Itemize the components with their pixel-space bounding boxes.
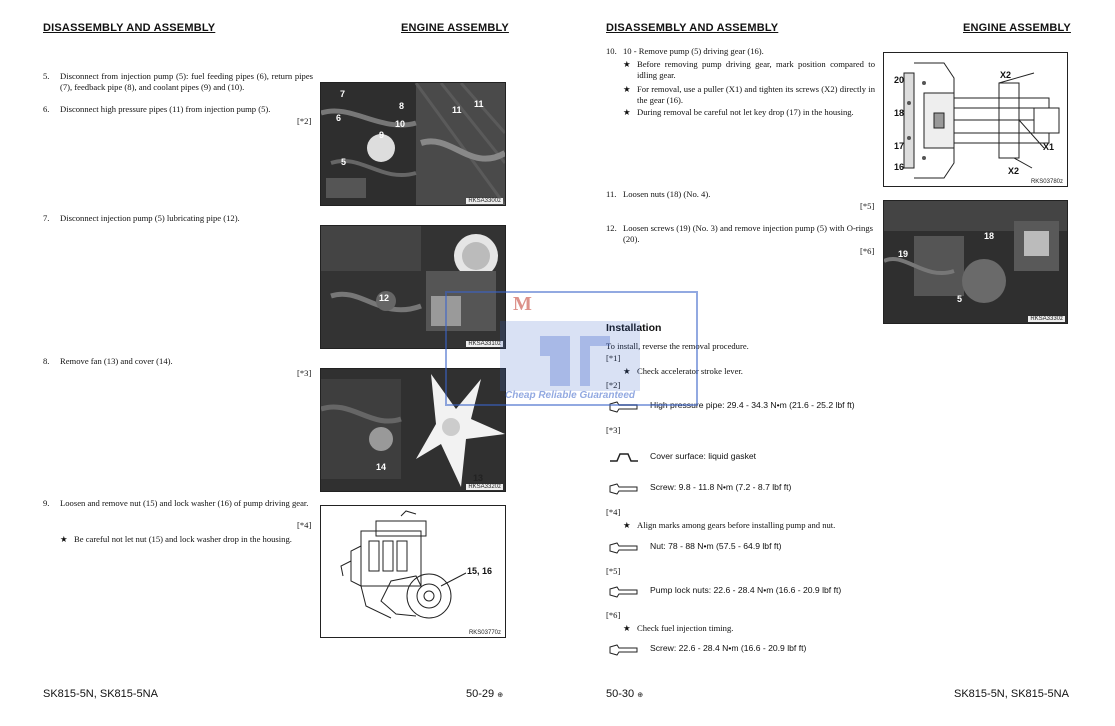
- step-number: 5.: [43, 71, 50, 81]
- callout: 19: [898, 249, 909, 259]
- callout: 10: [395, 119, 406, 129]
- right-footer-model: SK815-5N, SK815-5NA: [954, 688, 1069, 700]
- note-text: During removal be careful not let key drop (17) in the housing.: [637, 107, 854, 117]
- gasket-icon: [609, 450, 639, 464]
- photo-fuel-pipes: [320, 82, 506, 206]
- installation-intro: To install, reverse the removal procedure.: [606, 341, 749, 351]
- drawing-pump-nut: [320, 505, 506, 638]
- figure-code: RKSA3310z: [468, 341, 501, 347]
- right-footer-page: [606, 688, 643, 700]
- ref-marker: [*6]: [606, 610, 621, 620]
- step-text: Remove fan (13) and cover (14).: [60, 356, 173, 366]
- step-number: 10.: [606, 46, 617, 56]
- drawing-label: X1: [1043, 142, 1055, 152]
- left-footer-page: [466, 688, 503, 700]
- watermark-logo-letter: M: [513, 293, 532, 315]
- drawing-label: 17: [894, 141, 905, 151]
- note-text: Before removing pump driving gear, mark position compared to idling gear.: [637, 59, 875, 80]
- gasket-spec: Cover surface: liquid gasket: [650, 451, 757, 461]
- drawing-label: 16: [894, 162, 905, 172]
- ref-marker: [*2]: [297, 116, 312, 126]
- torque-wrench-icon: [609, 643, 639, 657]
- page-number: 50-30: [606, 688, 635, 700]
- callout: 14: [376, 462, 387, 472]
- callout: 5: [341, 157, 347, 167]
- torque-spec: Screw: 22.6 - 28.4 N•m (16.6 - 20.9 lbf ft): [650, 643, 807, 653]
- step-text: Disconnect from injection pump (5): fuel feeding pipes (6), return pipes (7), feedback pipe (8), and coolant pipes (9) and (10).: [60, 71, 313, 92]
- installation-title: Installation: [606, 322, 662, 334]
- figure-code: RKSA3300z: [468, 198, 501, 204]
- callout: 13: [473, 473, 484, 483]
- ref-marker: [*6]: [860, 246, 875, 256]
- ref-marker: [*3]: [606, 425, 621, 435]
- step-number: 7.: [43, 213, 50, 223]
- step-text: Loosen nuts (18) (No. 4).: [623, 189, 711, 199]
- left-header-section: DISASSEMBLY AND ASSEMBLY: [43, 22, 216, 34]
- step-number: 12.: [606, 223, 617, 233]
- callout: 5: [957, 294, 963, 304]
- drawing-puller: [883, 52, 1068, 187]
- callout: 6: [336, 113, 342, 123]
- torque-spec: High pressure pipe: 29.4 - 34.3 N•m (21.6 - 25.2 lbf ft): [650, 400, 855, 410]
- step-text: Loosen screws (19) (No. 3) and remove injection pump (5) with O-rings (20).: [623, 223, 873, 244]
- left-footer-model: SK815-5N, SK815-5NA: [43, 688, 158, 700]
- page-symbol-icon: ⊕: [637, 692, 644, 699]
- step-number: 11.: [606, 189, 617, 199]
- callout: 7: [340, 89, 346, 99]
- step-number: 9.: [43, 498, 50, 508]
- step-number: 8.: [43, 356, 50, 366]
- callout: 8: [399, 101, 405, 111]
- callout: 11: [452, 105, 462, 115]
- ref-marker: [*2]: [606, 380, 621, 390]
- star-icon: ★: [60, 534, 68, 544]
- ref-marker: [*3]: [297, 368, 312, 378]
- left-header-chapter: ENGINE ASSEMBLY: [401, 22, 509, 34]
- note-text: Be careful not let nut (15) and lock washer drop in the housing.: [74, 534, 292, 544]
- torque-spec: Screw: 9.8 - 11.8 N•m (7.2 - 8.7 lbf ft): [650, 482, 792, 492]
- ref-marker: [*1]: [606, 353, 621, 363]
- ref-marker: [*4]: [297, 520, 312, 530]
- figure-code: RKSA3330z: [1030, 316, 1063, 322]
- torque-wrench-icon: [609, 585, 639, 599]
- drawing-label: 18: [894, 108, 905, 118]
- note-text: For removal, use a puller (X1) and tighten its screws (X2) directly in the gear (16).: [637, 84, 875, 105]
- drawing-label: X2: [1008, 166, 1020, 176]
- callout: 9: [379, 130, 385, 140]
- star-icon: ★: [623, 366, 631, 376]
- drawing-label: 20: [894, 75, 905, 85]
- star-icon: ★: [623, 84, 631, 94]
- page-symbol-icon: ⊕: [497, 692, 504, 699]
- star-icon: ★: [623, 520, 631, 530]
- note-text: Check accelerator stroke lever.: [637, 366, 743, 376]
- torque-spec: Pump lock nuts: 22.6 - 28.4 N•m (16.6 - 20.9 lbf ft): [650, 585, 842, 595]
- ref-marker: [*5]: [606, 566, 621, 576]
- page-number: 50-29: [466, 688, 495, 700]
- ref-marker: [*5]: [860, 201, 875, 211]
- callout: 18: [984, 231, 995, 241]
- step-number: 6.: [43, 104, 50, 114]
- figure-code: RKS03770z: [468, 630, 501, 636]
- star-icon: ★: [623, 107, 631, 117]
- watermark-tagline: Cheap Reliable Guaranteed: [505, 390, 636, 401]
- callout: 11: [474, 99, 484, 109]
- right-header-section: DISASSEMBLY AND ASSEMBLY: [606, 22, 779, 34]
- figure-code: RKSA3320z: [468, 484, 501, 490]
- note-text: Align marks among gears before installing pump and nut.: [637, 520, 836, 530]
- watermark: [445, 291, 698, 406]
- step-text: Disconnect injection pump (5) lubricating pipe (12).: [60, 213, 240, 223]
- step-text: 10 - Remove pump (5) driving gear (16).: [623, 46, 764, 56]
- callout: 12: [379, 293, 390, 303]
- step-text: Loosen and remove nut (15) and lock washer (16) of pump driving gear.: [60, 498, 309, 508]
- drawing-label: X2: [1000, 70, 1012, 80]
- star-icon: ★: [623, 623, 631, 633]
- callout: 15, 16: [467, 566, 493, 576]
- ref-marker: [*4]: [606, 507, 621, 517]
- figure-code: RKS03780z: [1030, 179, 1063, 185]
- torque-wrench-icon: [609, 541, 639, 555]
- note-text: Check fuel injection timing.: [637, 623, 734, 633]
- photo-injection-pump: [883, 200, 1068, 324]
- torque-wrench-icon: [609, 482, 639, 496]
- torque-spec: Nut: 78 - 88 N•m (57.5 - 64.9 lbf ft): [650, 541, 782, 551]
- star-icon: ★: [623, 59, 631, 69]
- step-text: Disconnect high pressure pipes (11) from injection pump (5).: [60, 104, 271, 114]
- right-header-chapter: ENGINE ASSEMBLY: [963, 22, 1071, 34]
